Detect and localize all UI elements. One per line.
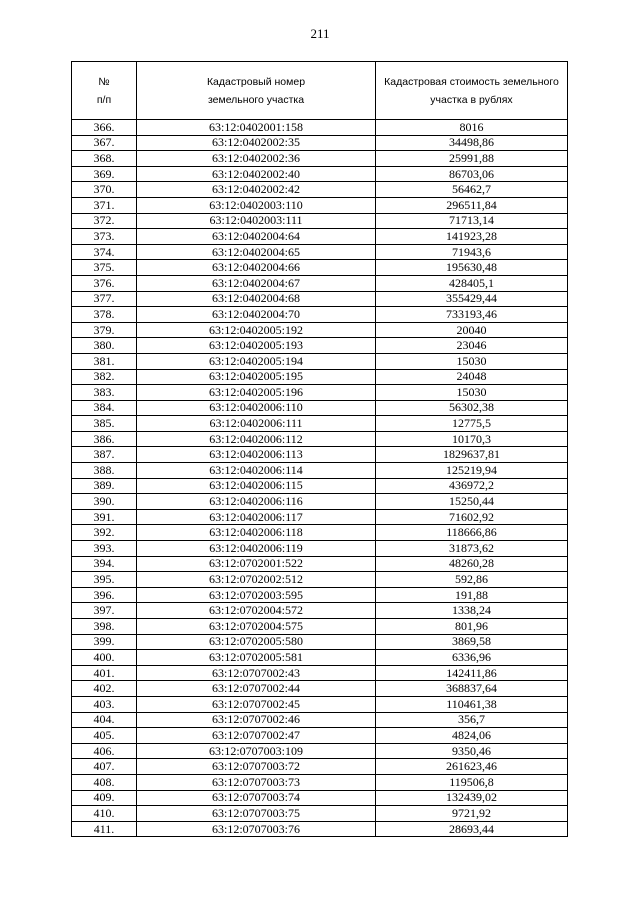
page-number: 211 (310, 26, 330, 41)
table-row (72, 275, 568, 291)
cadastral-value: 436972,2 (376, 478, 568, 494)
table-header-row (72, 62, 568, 120)
cadastral-value: 428405,1 (376, 275, 568, 291)
table-row (72, 665, 568, 681)
table-row (72, 494, 568, 510)
cadastral-value: 71713,14 (376, 213, 568, 229)
row-number: 375. (72, 260, 137, 276)
table-row (72, 712, 568, 728)
row-number: 399. (72, 634, 137, 650)
cadastral-value: 23046 (376, 338, 568, 354)
table-row (72, 229, 568, 245)
table-row (72, 603, 568, 619)
cadastral-value: 368837,64 (376, 681, 568, 697)
row-number: 387. (72, 447, 137, 463)
cadastral-value: 20040 (376, 322, 568, 338)
cadastral-value: 9721,92 (376, 806, 568, 822)
cadastral-value: 195630,48 (376, 260, 568, 276)
row-number: 376. (72, 275, 137, 291)
cadastral-number: 63:12:0707003:73 (137, 774, 376, 790)
header-index-line-2: п/п (96, 93, 112, 106)
table-row (72, 650, 568, 666)
cadastral-value: 10170,3 (376, 431, 568, 447)
row-number: 378. (72, 307, 137, 323)
row-number: 382. (72, 369, 137, 385)
table-body (72, 120, 568, 837)
cadastral-number: 63:12:0402004:68 (137, 291, 376, 307)
cadastral-value: 110461,38 (376, 696, 568, 712)
row-number: 388. (72, 463, 137, 479)
cadastral-number: 63:12:0402002:36 (137, 151, 376, 167)
cadastral-number: 63:12:0707002:46 (137, 712, 376, 728)
table-row (72, 463, 568, 479)
cadastral-value: 733193,46 (376, 307, 568, 323)
row-number: 410. (72, 806, 137, 822)
cadastral-value: 118666,86 (376, 525, 568, 541)
row-number: 400. (72, 650, 137, 666)
cadastral-value: 141923,28 (376, 229, 568, 245)
table-row (72, 681, 568, 697)
table-row (72, 353, 568, 369)
table-row (72, 307, 568, 323)
table-row (72, 774, 568, 790)
cadastral-value: 592,86 (376, 572, 568, 588)
table-row (72, 696, 568, 712)
cadastral-number: 63:12:0707003:72 (137, 759, 376, 775)
cadastral-value: 261623,46 (376, 759, 568, 775)
cadastral-value: 8016 (376, 120, 568, 136)
header-cadastral-value-line-1: Кадастровая стоимость земельного (384, 75, 559, 88)
row-number: 407. (72, 759, 137, 775)
table-row (72, 541, 568, 557)
cadastral-number: 63:12:0402006:110 (137, 400, 376, 416)
cadastral-number: 63:12:0402006:115 (137, 478, 376, 494)
cadastral-value: 1829637,81 (376, 447, 568, 463)
table-header (72, 62, 568, 120)
cadastral-number: 63:12:0402004:65 (137, 244, 376, 260)
row-number: 385. (72, 416, 137, 432)
header-cadastral-value-line-2: участка в рублях (430, 93, 513, 106)
cadastral-value: 6336,96 (376, 650, 568, 666)
cadastral-value: 355429,44 (376, 291, 568, 307)
cadastral-number: 63:12:0402003:111 (137, 213, 376, 229)
cadastral-number: 63:12:0402005:193 (137, 338, 376, 354)
table-row (72, 447, 568, 463)
row-number: 380. (72, 338, 137, 354)
cadastral-value: 28693,44 (376, 821, 568, 837)
row-number: 367. (72, 135, 137, 151)
header-cadastral-number-line-2: земельного участка (207, 93, 305, 106)
cadastral-number: 63:12:0707003:75 (137, 806, 376, 822)
row-number: 396. (72, 587, 137, 603)
cadastral-number: 63:12:0707003:74 (137, 790, 376, 806)
cadastral-number: 63:12:0707003:76 (137, 821, 376, 837)
table-row (72, 743, 568, 759)
cadastral-value: 56462,7 (376, 182, 568, 198)
cadastral-value: 132439,02 (376, 790, 568, 806)
table-row (72, 525, 568, 541)
row-number: 368. (72, 151, 137, 167)
header-index-line-1: № (98, 75, 110, 88)
cadastral-value: 15030 (376, 353, 568, 369)
row-number: 377. (72, 291, 137, 307)
row-number: 390. (72, 494, 137, 510)
cadastral-value: 9350,46 (376, 743, 568, 759)
table-row (72, 759, 568, 775)
cadastral-number: 63:12:0402001:158 (137, 120, 376, 136)
table-row (72, 260, 568, 276)
cadastral-number: 63:12:0402005:192 (137, 322, 376, 338)
cadastral-number: 63:12:0402002:42 (137, 182, 376, 198)
table-row (72, 322, 568, 338)
cadastral-number: 63:12:0402006:114 (137, 463, 376, 479)
row-number: 398. (72, 619, 137, 635)
row-number: 394. (72, 556, 137, 572)
table-row (72, 338, 568, 354)
cadastral-value: 119506,8 (376, 774, 568, 790)
cadastral-value: 31873,62 (376, 541, 568, 557)
row-number: 408. (72, 774, 137, 790)
cadastral-number: 63:12:0707002:44 (137, 681, 376, 697)
cadastral-number: 63:12:0402006:116 (137, 494, 376, 510)
cadastral-value: 1338,24 (376, 603, 568, 619)
cadastral-number: 63:12:0402006:119 (137, 541, 376, 557)
cadastral-number: 63:12:0402002:40 (137, 166, 376, 182)
row-number: 384. (72, 400, 137, 416)
cadastral-number: 63:12:0402005:195 (137, 369, 376, 385)
row-number: 411. (72, 821, 137, 837)
row-number: 401. (72, 665, 137, 681)
cadastral-value-table (71, 61, 568, 837)
cadastral-value: 25991,88 (376, 151, 568, 167)
table-row (72, 151, 568, 167)
cadastral-number: 63:12:0402004:67 (137, 275, 376, 291)
table-row (72, 587, 568, 603)
cadastral-number: 63:12:0402005:196 (137, 385, 376, 401)
row-number: 402. (72, 681, 137, 697)
cadastral-value: 356,7 (376, 712, 568, 728)
table-row (72, 182, 568, 198)
cadastral-number: 63:12:0702005:580 (137, 634, 376, 650)
row-number: 389. (72, 478, 137, 494)
table-row (72, 790, 568, 806)
cadastral-value: 191,88 (376, 587, 568, 603)
table-row (72, 166, 568, 182)
table-row (72, 431, 568, 447)
row-number: 406. (72, 743, 137, 759)
cadastral-number: 63:12:0402005:194 (137, 353, 376, 369)
cadastral-value: 71943,6 (376, 244, 568, 260)
table-row (72, 416, 568, 432)
cadastral-number: 63:12:0707003:109 (137, 743, 376, 759)
table-row (72, 385, 568, 401)
row-number: 379. (72, 322, 137, 338)
header-cadastral-number-line-1: Кадастровый номер (206, 75, 306, 88)
cadastral-number: 63:12:0402004:64 (137, 229, 376, 245)
cadastral-value: 4824,06 (376, 728, 568, 744)
row-number: 397. (72, 603, 137, 619)
cadastral-number: 63:12:0402006:112 (137, 431, 376, 447)
cadastral-value: 142411,86 (376, 665, 568, 681)
row-number: 370. (72, 182, 137, 198)
cadastral-value: 48260,28 (376, 556, 568, 572)
cadastral-number: 63:12:0702003:595 (137, 587, 376, 603)
table-row (72, 197, 568, 213)
row-number: 374. (72, 244, 137, 260)
table-row (72, 572, 568, 588)
table-row (72, 821, 568, 837)
cadastral-value: 3869,58 (376, 634, 568, 650)
table-row (72, 135, 568, 151)
row-number: 372. (72, 213, 137, 229)
cadastral-value: 15030 (376, 385, 568, 401)
row-number: 373. (72, 229, 137, 245)
cadastral-value: 125219,94 (376, 463, 568, 479)
row-number: 392. (72, 525, 137, 541)
cadastral-value: 71602,92 (376, 509, 568, 525)
cadastral-number: 63:12:0402006:117 (137, 509, 376, 525)
row-number: 404. (72, 712, 137, 728)
table-row (72, 509, 568, 525)
row-number: 409. (72, 790, 137, 806)
row-number: 403. (72, 696, 137, 712)
table-row (72, 213, 568, 229)
table-row (72, 619, 568, 635)
cadastral-number: 63:12:0702005:581 (137, 650, 376, 666)
header-cadastral-value (376, 62, 568, 120)
row-number: 405. (72, 728, 137, 744)
cadastral-number: 63:12:0402004:66 (137, 260, 376, 276)
cadastral-number: 63:12:0402006:113 (137, 447, 376, 463)
cadastral-value: 24048 (376, 369, 568, 385)
table-row (72, 478, 568, 494)
table-row (72, 728, 568, 744)
row-number: 381. (72, 353, 137, 369)
cadastral-number: 63:12:0402006:118 (137, 525, 376, 541)
row-number: 391. (72, 509, 137, 525)
table-row (72, 369, 568, 385)
cadastral-number: 63:12:0707002:43 (137, 665, 376, 681)
table-row (72, 244, 568, 260)
cadastral-value: 86703,06 (376, 166, 568, 182)
cadastral-number: 63:12:0402002:35 (137, 135, 376, 151)
row-number: 395. (72, 572, 137, 588)
cadastral-number: 63:12:0702004:572 (137, 603, 376, 619)
row-number: 393. (72, 541, 137, 557)
row-number: 383. (72, 385, 137, 401)
table-row (72, 634, 568, 650)
cadastral-number: 63:12:0702002:512 (137, 572, 376, 588)
row-number: 366. (72, 120, 137, 136)
table-row (72, 400, 568, 416)
cadastral-value: 34498,86 (376, 135, 568, 151)
cadastral-number: 63:12:0402003:110 (137, 197, 376, 213)
cadastral-value: 801,96 (376, 619, 568, 635)
row-number: 386. (72, 431, 137, 447)
cadastral-value: 12775,5 (376, 416, 568, 432)
header-cadastral-number (137, 62, 376, 120)
row-number: 371. (72, 197, 137, 213)
cadastral-number: 63:12:0402006:111 (137, 416, 376, 432)
cadastral-value: 56302,38 (376, 400, 568, 416)
cadastral-number: 63:12:0707002:47 (137, 728, 376, 744)
table-row (72, 120, 568, 136)
header-index (72, 62, 137, 120)
row-number: 369. (72, 166, 137, 182)
cadastral-value: 15250,44 (376, 494, 568, 510)
cadastral-number: 63:12:0702004:575 (137, 619, 376, 635)
table-row (72, 291, 568, 307)
cadastral-value: 296511,84 (376, 197, 568, 213)
cadastral-number: 63:12:0707002:45 (137, 696, 376, 712)
cadastral-number: 63:12:0702001:522 (137, 556, 376, 572)
table-row (72, 556, 568, 572)
table-row (72, 806, 568, 822)
cadastral-number: 63:12:0402004:70 (137, 307, 376, 323)
